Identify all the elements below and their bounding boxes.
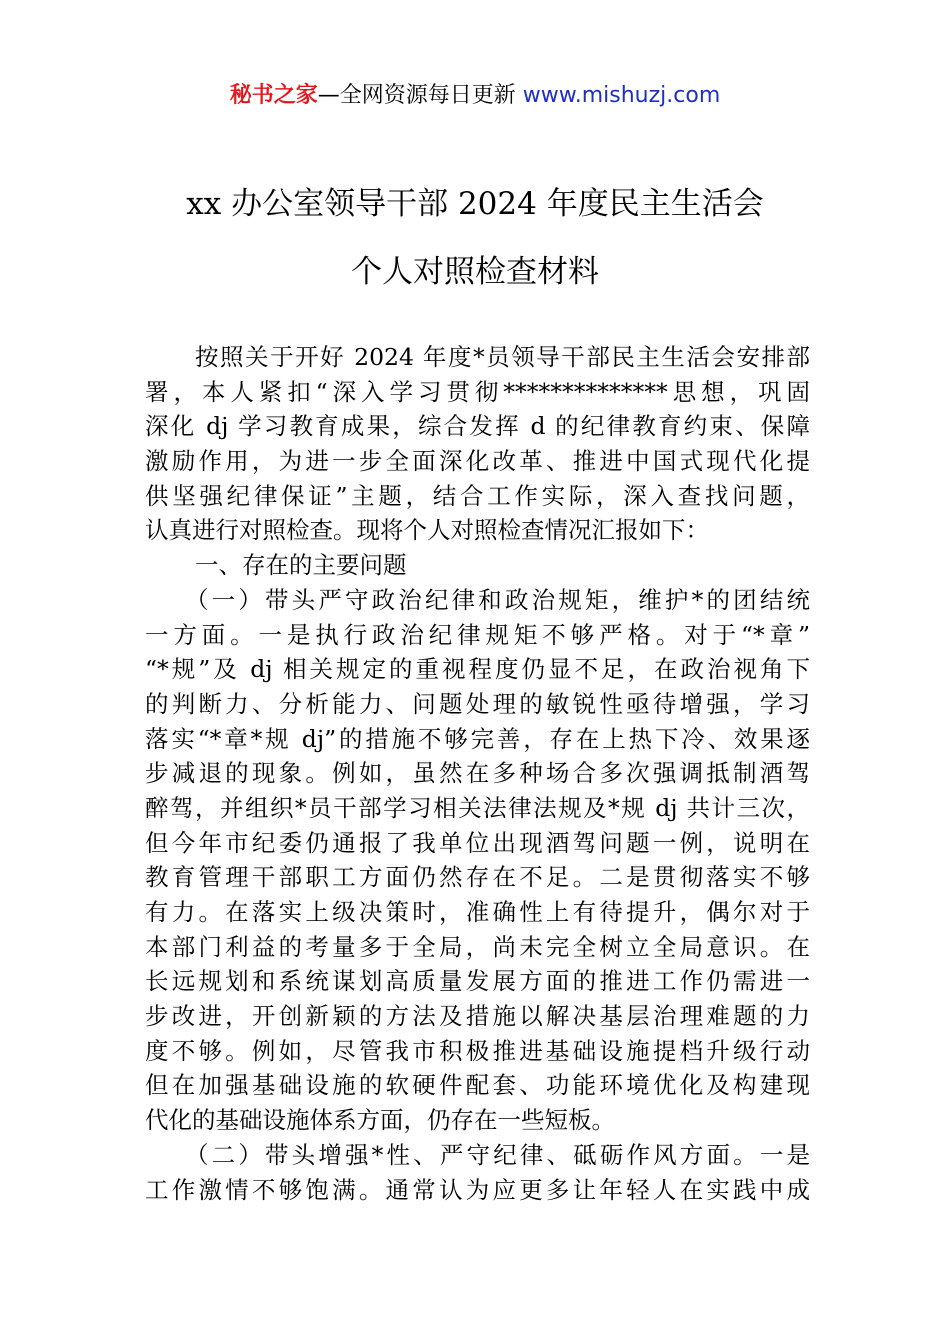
body-line: 一方面。一是执行政治纪律规矩不够严格。对于“*章” [145, 620, 810, 649]
site-brand: 秘书之家 [229, 83, 318, 108]
body-line: 但今年市纪委仍通报了我单位出现酒驾问题一例，说明在 [145, 828, 810, 857]
document-title-line-1: xx 办公室领导干部 2024 年度民主生活会 [186, 186, 764, 222]
section-heading: 一、存在的主要问题 [195, 551, 407, 580]
body-line: 度不够。例如，尽管我市积极推进基础设施提档升级行动 [145, 1036, 810, 1065]
site-tagline: —全网资源每日更新 [317, 83, 523, 108]
body-line: 醉驾，并组织*员干部学习相关法律法规及*规 dj 共计三次， [145, 793, 810, 822]
body-line: （一）带头严守政治纪律和政治规矩，维护*的团结统 [185, 585, 810, 614]
body-line: 深化 dj 学习教育成果，综合发挥 d 的纪律教育约束、保障 [145, 412, 810, 441]
body-line: 供坚强纪律保证”主题，结合工作实际，深入查找问题， [145, 481, 810, 510]
body-line: 的判断力、分析能力、问题处理的敏锐性亟待增强，学习 [145, 689, 810, 718]
body-line: 落实“*章*规 dj”的措施不够完善，存在上热下冷、效果逐 [145, 724, 810, 753]
site-url-link[interactable]: www.mishuzj.com [522, 83, 721, 108]
body-line: “*规”及 dj 相关规定的重视程度仍显不足，在政治视角下 [145, 655, 810, 684]
body-line: 激励作用，为进一步全面深化改革、推进中国式现代化提 [145, 447, 810, 476]
body-line: 但在加强基础设施的软硬件配套、功能环境优化及构建现 [145, 1071, 810, 1100]
document-title-line-2: 个人对照检查材料 [351, 254, 599, 290]
body-line: 步减退的现象。例如，虽然在多种场合多次强调抵制酒驾 [145, 759, 810, 788]
body-line: 工作激情不够饱满。通常认为应更多让年轻人在实践中成 [145, 1175, 810, 1204]
body-line: 认真进行对照检查。现将个人对照检查情况汇报如下： [145, 516, 709, 545]
body-line: 代化的基础设施体系方面，仍存在一些短板。 [145, 1106, 615, 1135]
body-line: 长远规划和系统谋划高质量发展方面的推进工作仍需进一 [145, 967, 810, 996]
site-header [0, 80, 950, 112]
body-line: 署，本人紧扣“深入学习贯彻**************思想，巩固 [145, 377, 810, 406]
body-line: 教育管理干部职工方面仍然存在不足。二是贯彻落实不够 [145, 863, 810, 892]
body-line: （二）带头增强*性、严守纪律、砥砺作风方面。一是 [185, 1140, 810, 1169]
document-body [145, 340, 810, 1207]
body-line: 步改进，开创新颖的方法及措施以解决基层治理难题的力 [145, 1002, 810, 1031]
body-line: 有力。在落实上级决策时，准确性上有待提升，偶尔对于 [145, 898, 810, 926]
body-line: 本部门利益的考量多于全局，尚未完全树立全局意识。在 [145, 932, 810, 961]
body-line: 按照关于开好 2024 年度*员领导干部民主生活会安排部 [195, 343, 810, 371]
